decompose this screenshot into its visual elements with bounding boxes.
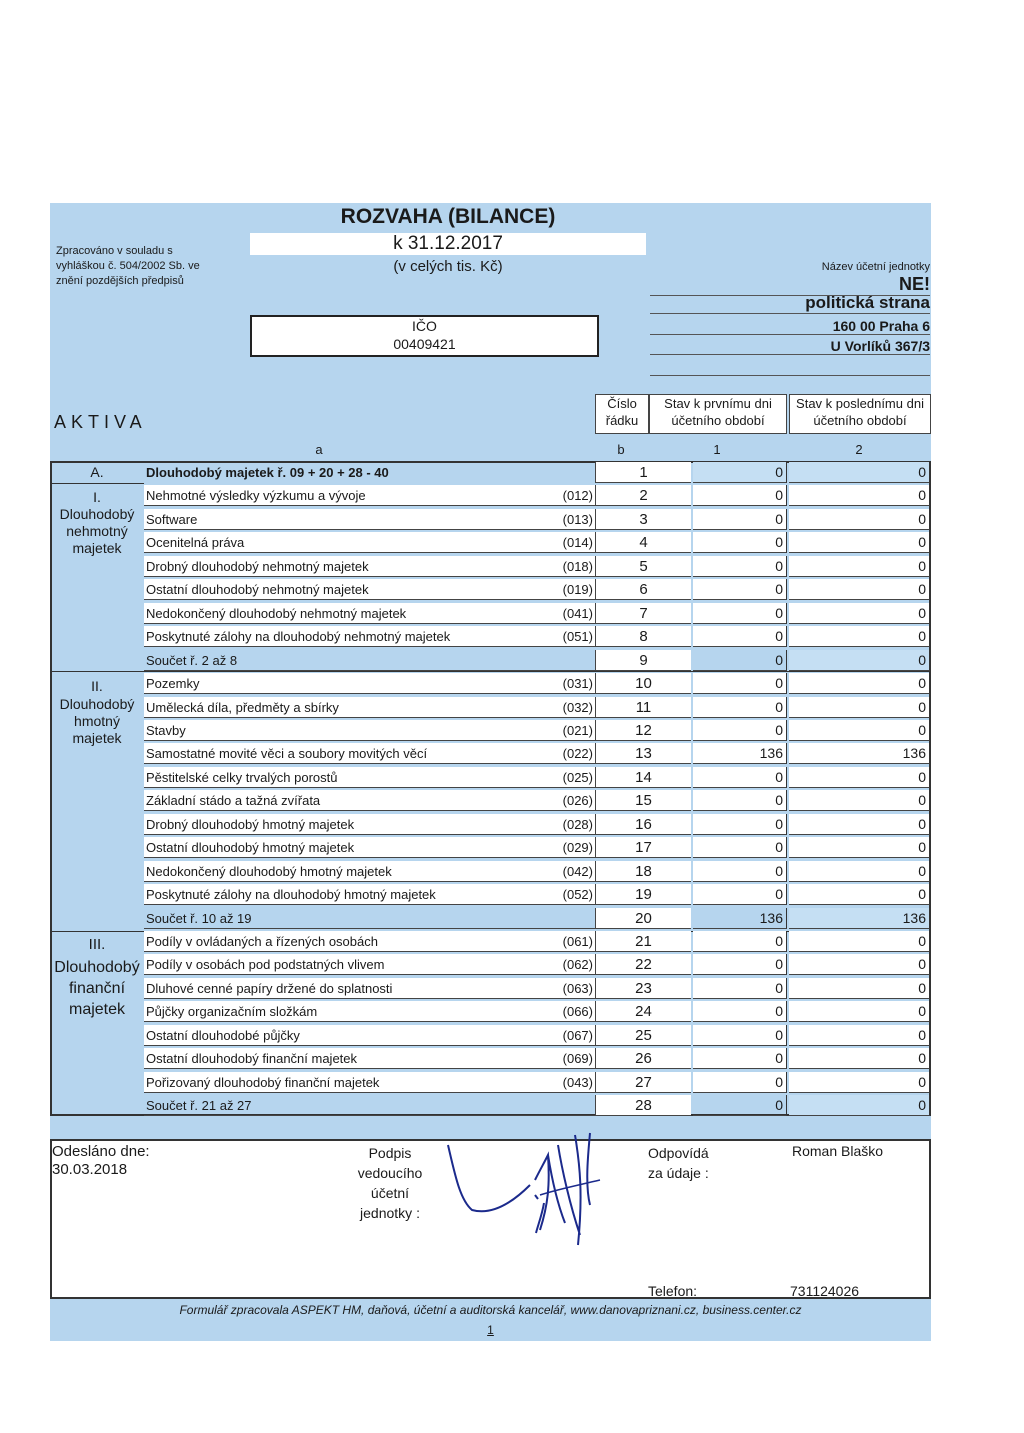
group-ii-mark: II.	[91, 678, 103, 694]
phone-label: Telefon:	[648, 1283, 698, 1299]
row-number: 1	[595, 462, 691, 483]
legal-note: Zpracováno v souladu s vyhláškou č. 504/2002 Sb. ve znění pozdějších předpisů	[56, 245, 200, 287]
row-account-code: (028)	[562, 816, 593, 832]
table-row	[144, 697, 930, 719]
row-first-day-value: 0	[693, 720, 787, 741]
row-account-code: (012)	[562, 488, 593, 504]
row-first-day-value: 0	[693, 603, 787, 624]
row-label: Základní stádo a tažná zvířata	[144, 790, 595, 811]
ico-value: 00409421	[393, 336, 456, 352]
row-first-day-value: 0	[693, 790, 787, 811]
table-row	[144, 532, 930, 554]
row-first-day-value: 0	[693, 1001, 787, 1022]
row-label: Stavby	[144, 720, 595, 741]
row-first-day-value: 0	[693, 1072, 787, 1093]
group-i-mark: I.	[93, 489, 101, 505]
separator	[50, 483, 144, 484]
row-account-code: (031)	[562, 676, 593, 692]
row-number: 26	[595, 1048, 691, 1069]
table-row	[144, 1072, 930, 1094]
ico-box	[250, 315, 599, 357]
row-last-day-value: 0	[789, 673, 930, 694]
row-number: 19	[595, 884, 691, 905]
row-number: 14	[595, 767, 691, 788]
table-row	[144, 978, 930, 1000]
row-account-code: (014)	[562, 535, 593, 551]
entity-street: U Vorlíků 367/3	[650, 338, 930, 355]
row-number: 23	[595, 978, 691, 999]
row-account-code: (041)	[562, 605, 593, 621]
row-account-code: (051)	[562, 629, 593, 645]
table-row	[144, 814, 930, 836]
row-account-code: (021)	[562, 722, 593, 738]
row-label: Součet ř. 2 až 8	[144, 650, 595, 671]
table-row	[144, 1048, 930, 1070]
entity-label: Název účetní jednotky	[821, 261, 930, 273]
row-account-code: (032)	[562, 699, 593, 715]
row-account-code: (022)	[562, 746, 593, 762]
row-last-day-value: 136	[789, 743, 930, 764]
row-account-code: (026)	[562, 793, 593, 809]
row-first-day-value: 0	[693, 556, 787, 577]
ico-label: IČO	[412, 318, 437, 334]
row-account-code: (069)	[562, 1051, 593, 1067]
table-row	[144, 884, 930, 906]
responsible-name: Roman Blaško	[792, 1143, 884, 1159]
group-iii-name: Dlouhodobý finanční majetek	[54, 959, 140, 1018]
table-row	[144, 954, 930, 976]
signature-label: Podpis vedoucího účetní jednotky :	[357, 1145, 423, 1221]
row-label: Dluhové cenné papíry držené do splatnosti	[144, 978, 595, 999]
row-last-day-value: 0	[789, 650, 930, 671]
row-first-day-value: 0	[693, 954, 787, 975]
table-row	[144, 1095, 930, 1117]
group-i-name: Dlouhodobý nehmotný majetek	[59, 506, 135, 556]
table-row	[144, 931, 930, 953]
row-number: 16	[595, 814, 691, 835]
row-last-day-value: 0	[789, 837, 930, 858]
row-label: Ostatní dlouhodobý finanční majetek	[144, 1048, 595, 1069]
row-account-code: (025)	[562, 769, 593, 785]
table-row	[144, 673, 930, 695]
row-first-day-value: 0	[693, 837, 787, 858]
sent-label: Odesláno dne:	[52, 1143, 150, 1160]
row-label: Pěstitelské celky trvalých porostů	[144, 767, 595, 788]
row-last-day-value: 0	[789, 1095, 930, 1116]
row-label: Poskytnuté zálohy na dlouhodobý hmotný majetek	[144, 884, 595, 905]
table-row	[144, 1025, 930, 1047]
row-label: Drobný dlouhodobý nehmotný majetek	[144, 556, 595, 577]
row-account-code: (063)	[562, 980, 593, 996]
entity-name-1: NE!	[650, 274, 930, 296]
table-row	[144, 603, 930, 625]
row-first-day-value: 0	[693, 509, 787, 530]
col-last-day: Stav k poslednímu dni účetního období	[789, 394, 931, 434]
row-label: Umělecká díla, předměty a sbírky	[144, 697, 595, 718]
table-row	[144, 720, 930, 742]
row-last-day-value: 0	[789, 697, 930, 718]
row-number: 13	[595, 743, 691, 764]
row-last-day-value: 0	[789, 814, 930, 835]
phone-value: 731124026	[790, 1283, 860, 1299]
row-last-day-value: 136	[789, 908, 930, 929]
row-first-day-value: 0	[693, 626, 787, 647]
row-account-code: (061)	[562, 934, 593, 949]
row-number: 21	[595, 931, 691, 952]
group-iii-mark: III.	[88, 936, 106, 953]
row-last-day-value: 0	[789, 626, 930, 647]
row-account-code: (052)	[562, 887, 593, 903]
row-account-code: (067)	[562, 1027, 593, 1043]
row-number: 24	[595, 1001, 691, 1022]
row-number: 6	[595, 579, 691, 600]
row-number: 2	[595, 485, 691, 506]
row-first-day-value: 0	[693, 650, 787, 671]
table-row	[144, 743, 930, 765]
row-first-day-value: 0	[693, 697, 787, 718]
row-first-day-value: 0	[693, 462, 787, 483]
signature-image	[440, 1125, 640, 1255]
table-row	[144, 462, 930, 484]
row-account-code: (029)	[562, 840, 593, 856]
row-label: Ostatní dlouhodobý nehmotný majetek	[144, 579, 595, 600]
row-number: 5	[595, 556, 691, 577]
row-number: 15	[595, 790, 691, 811]
row-first-day-value: 0	[693, 1048, 787, 1069]
row-number: 7	[595, 603, 691, 624]
row-number: 27	[595, 1072, 691, 1093]
table-row	[144, 579, 930, 601]
row-first-day-value: 0	[693, 1095, 787, 1116]
row-first-day-value: 0	[693, 767, 787, 788]
sent-date: 30.03.2018	[52, 1161, 128, 1178]
col-first-day: Stav k prvnímu dni účetního období	[649, 394, 787, 434]
row-first-day-value: 0	[693, 931, 787, 952]
header-divider	[650, 375, 930, 376]
col-letter-1: 1	[713, 442, 721, 457]
row-first-day-value: 0	[693, 1025, 787, 1046]
row-last-day-value: 0	[789, 485, 930, 506]
table-row	[144, 861, 930, 883]
row-label: Nedokončený dlouhodobý hmotný majetek	[144, 861, 595, 882]
group-a-mark: A.	[90, 464, 104, 480]
row-number: 25	[595, 1025, 691, 1046]
section-title: AKTIVA	[54, 412, 147, 432]
report-date: k 31.12.2017	[250, 233, 646, 255]
row-label: Podíly v osobách pod podstatných vlivem	[144, 954, 595, 975]
row-first-day-value: 0	[693, 532, 787, 553]
row-last-day-value: 0	[789, 861, 930, 882]
row-last-day-value: 0	[789, 767, 930, 788]
row-label: Samostatné movité věci a soubory movitých věcí	[144, 743, 595, 764]
row-last-day-value: 0	[789, 1048, 930, 1069]
table-row	[144, 837, 930, 859]
row-label: Součet ř. 21 až 27	[144, 1095, 595, 1116]
form-credit: Formulář zpracovala ASPEKT HM, daňová, účetní a auditorská kancelář, www.danovapriznani.cz, business.center.cz	[179, 1303, 802, 1317]
row-first-day-value: 0	[693, 884, 787, 905]
row-label: Dlouhodobý majetek ř. 09 + 20 + 28 - 40	[146, 465, 389, 480]
row-last-day-value: 0	[789, 579, 930, 600]
entity-city: 160 00 Praha 6	[650, 318, 930, 335]
group-ii-name: Dlouhodobý hmotný majetek	[59, 696, 135, 746]
table-row	[144, 509, 930, 531]
row-account-code: (043)	[562, 1074, 593, 1090]
row-label: Pořizovaný dlouhodobý finanční majetek	[144, 1072, 595, 1093]
row-label: Ocenitelná práva	[144, 532, 595, 553]
row-first-day-value: 0	[693, 673, 787, 694]
row-number: 22	[595, 954, 691, 975]
row-first-day-value: 136	[693, 743, 787, 764]
row-number: 17	[595, 837, 691, 858]
row-label: Ostatní dlouhodobé půjčky	[144, 1025, 595, 1046]
table-row	[144, 650, 930, 672]
row-label: Půjčky organizačním složkám	[144, 1001, 595, 1022]
row-label: Nedokončený dlouhodobý nehmotný majetek	[144, 603, 595, 624]
row-last-day-value: 0	[789, 509, 930, 530]
row-last-day-value: 0	[789, 720, 930, 741]
row-last-day-value: 0	[789, 978, 930, 999]
row-label: Poskytnuté zálohy na dlouhodobý nehmotný majetek	[144, 626, 595, 647]
row-number: 8	[595, 626, 691, 647]
row-label: Software	[144, 509, 595, 530]
row-first-day-value: 0	[693, 861, 787, 882]
row-label: Pozemky	[144, 673, 595, 694]
row-last-day-value: 0	[789, 532, 930, 553]
row-label: Podíly v ovládaných a řízených osobách	[144, 931, 595, 952]
table-row	[144, 485, 930, 507]
row-account-code: (018)	[562, 558, 593, 574]
row-number: 4	[595, 532, 691, 553]
row-account-code: (019)	[562, 582, 593, 598]
row-number: 28	[595, 1095, 691, 1116]
row-label: Součet ř. 10 až 19	[144, 908, 595, 929]
row-last-day-value: 0	[789, 1025, 930, 1046]
row-last-day-value: 0	[789, 931, 930, 952]
row-label: Drobný dlouhodobý hmotný majetek	[144, 814, 595, 835]
row-last-day-value: 0	[789, 884, 930, 905]
row-number: 11	[595, 697, 691, 718]
col-letter-b: b	[617, 442, 625, 457]
entity-name-2: politická strana	[650, 293, 930, 314]
row-first-day-value: 0	[693, 978, 787, 999]
row-last-day-value: 0	[789, 954, 930, 975]
row-account-code: (013)	[562, 511, 593, 527]
row-first-day-value: 136	[693, 908, 787, 929]
table-row	[144, 790, 930, 812]
row-first-day-value: 0	[693, 814, 787, 835]
page-title: ROZVAHA (BILANCE)	[340, 205, 556, 228]
row-number: 9	[595, 650, 691, 671]
row-label: Ostatní dlouhodobý hmotný majetek	[144, 837, 595, 858]
row-number: 10	[595, 673, 691, 694]
page-number: 1	[487, 1323, 494, 1337]
row-account-code: (042)	[562, 863, 593, 879]
row-number: 18	[595, 861, 691, 882]
row-number: 3	[595, 509, 691, 530]
table-row	[144, 908, 930, 930]
col-letter-a: a	[315, 442, 323, 457]
responsible-label: Odpovídá za údaje :	[648, 1145, 709, 1181]
row-last-day-value: 0	[789, 603, 930, 624]
table-row	[144, 556, 930, 578]
row-last-day-value: 0	[789, 790, 930, 811]
row-last-day-value: 0	[789, 462, 930, 483]
row-label: Nehmotné výsledky výzkumu a vývoje	[144, 485, 595, 506]
col-letter-2: 2	[855, 442, 863, 457]
row-first-day-value: 0	[693, 485, 787, 506]
table-row	[144, 1001, 930, 1023]
row-last-day-value: 0	[789, 1072, 930, 1093]
row-account-code: (066)	[562, 1004, 593, 1020]
row-account-code: (062)	[562, 957, 593, 973]
row-last-day-value: 0	[789, 1001, 930, 1022]
col-row-number: Číslo řádku	[595, 394, 649, 434]
table-row	[144, 767, 930, 789]
table-row	[144, 626, 930, 648]
row-number: 12	[595, 720, 691, 741]
currency-unit: (v celých tis. Kč)	[393, 258, 503, 275]
row-number: 20	[595, 908, 691, 929]
row-first-day-value: 0	[693, 579, 787, 600]
row-last-day-value: 0	[789, 556, 930, 577]
